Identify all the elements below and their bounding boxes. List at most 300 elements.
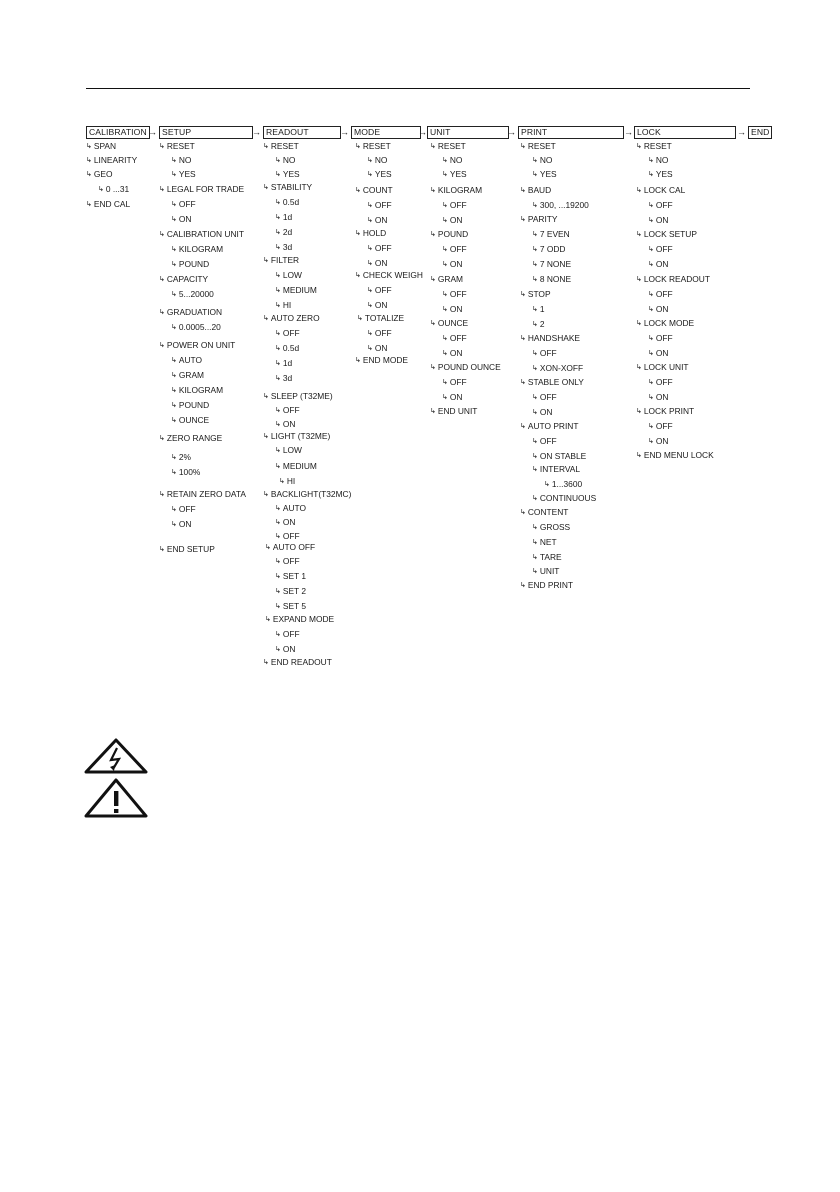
sub-arrow-icon: ↳ (532, 495, 538, 502)
sub-arrow-icon: ↳ (171, 157, 177, 164)
arrow-icon: → (340, 127, 349, 137)
menu-item: ↳ 8 NONE (532, 274, 572, 284)
sub-arrow-icon: ↳ (265, 544, 271, 551)
menu-item: ↳ TOTALIZE (357, 313, 405, 323)
menu-item: ↳ COUNT (355, 185, 393, 195)
menu-item: ↳ OFF (275, 531, 300, 541)
sub-arrow-icon: ↳ (648, 306, 654, 313)
sub-arrow-icon: ↳ (159, 186, 165, 193)
sub-arrow-icon: ↳ (532, 231, 538, 238)
sub-arrow-icon: ↳ (275, 214, 281, 221)
menu-item: ↳ POUND OUNCE (430, 362, 501, 372)
menu-item: ↳ POWER ON UNIT (159, 340, 236, 350)
sub-arrow-icon: ↳ (648, 217, 654, 224)
menu-item: ↳ LIGHT (T32ME) (263, 431, 331, 441)
arrow-icon: → (148, 127, 157, 137)
sub-arrow-icon: ↳ (171, 291, 177, 298)
menu-item: ↳ STABILITY (263, 182, 313, 192)
sub-arrow-icon: ↳ (442, 246, 448, 253)
sub-arrow-icon: ↳ (367, 260, 373, 267)
sub-arrow-icon: ↳ (442, 291, 448, 298)
menu-item: ↳ 7 ODD (532, 244, 566, 254)
sub-arrow-icon: ↳ (355, 272, 361, 279)
sub-arrow-icon: ↳ (275, 244, 281, 251)
menu-item: ↳ YES (648, 169, 673, 179)
menu-item: ↳ ON (442, 392, 463, 402)
menu-item: ↳ OFF (648, 421, 673, 431)
menu-item: ↳ EXPAND MODE (265, 614, 335, 624)
sub-arrow-icon: ↳ (275, 463, 281, 470)
menu-item: ↳ SLEEP (T32ME) (263, 391, 333, 401)
menu-item: ↳ KILOGRAM (171, 385, 224, 395)
menu-item: ↳ RESET (430, 141, 466, 151)
sub-arrow-icon: ↳ (355, 143, 361, 150)
menu-item: ↳ ON (275, 517, 296, 527)
menu-item: ↳ ON (532, 407, 553, 417)
sub-arrow-icon: ↳ (636, 187, 642, 194)
menu-item: ↳ CONTINUOUS (532, 493, 597, 503)
sub-arrow-icon: ↳ (648, 394, 654, 401)
menu-item: ↳ GROSS (532, 522, 571, 532)
menu-item: ↳ ON (648, 215, 669, 225)
menu-item: ↳ STOP (520, 289, 551, 299)
sub-arrow-icon: ↳ (275, 631, 281, 638)
menu-item: ↳ ON (367, 300, 388, 310)
sub-arrow-icon: ↳ (532, 524, 538, 531)
sub-arrow-icon: ↳ (532, 321, 538, 328)
header-end: END (748, 126, 772, 139)
menu-item: ↳ OFF (442, 333, 467, 343)
menu-item: ↳ SET 1 (275, 571, 306, 581)
menu-item: ↳ GRAM (430, 274, 463, 284)
sub-arrow-icon: ↳ (171, 324, 177, 331)
sub-arrow-icon: ↳ (263, 257, 269, 264)
menu-item: ↳ 0.5d (275, 343, 300, 353)
sub-arrow-icon: ↳ (636, 276, 642, 283)
sub-arrow-icon: ↳ (367, 202, 373, 209)
menu-item: ↳ HOLD (355, 228, 387, 238)
sub-arrow-icon: ↳ (367, 302, 373, 309)
sub-arrow-icon: ↳ (430, 187, 436, 194)
sub-arrow-icon: ↳ (171, 387, 177, 394)
menu-item: ↳ AUTO (171, 355, 202, 365)
sub-arrow-icon: ↳ (520, 216, 526, 223)
menu-item: ↳ HI (275, 300, 292, 310)
menu-item: ↳ STABLE ONLY (520, 377, 584, 387)
sub-arrow-icon: ↳ (636, 408, 642, 415)
menu-item: ↳ OFF (532, 436, 557, 446)
menu-item: ↳ ON (367, 215, 388, 225)
menu-item: ↳ ON (648, 436, 669, 446)
menu-item: ↳ ON (367, 343, 388, 353)
sub-arrow-icon: ↳ (159, 309, 165, 316)
sub-arrow-icon: ↳ (171, 357, 177, 364)
sub-arrow-icon: ↳ (367, 245, 373, 252)
sub-arrow-icon: ↳ (98, 186, 104, 193)
menu-item: ↳ OFF (648, 244, 673, 254)
sub-arrow-icon: ↳ (171, 201, 177, 208)
sub-arrow-icon: ↳ (159, 435, 165, 442)
menu-item: ↳ BAUD (520, 185, 552, 195)
sub-arrow-icon: ↳ (159, 491, 165, 498)
menu-item: ↳ OFF (532, 392, 557, 402)
sub-arrow-icon: ↳ (275, 229, 281, 236)
sub-arrow-icon: ↳ (275, 421, 281, 428)
sub-arrow-icon: ↳ (532, 202, 538, 209)
sub-arrow-icon: ↳ (275, 272, 281, 279)
menu-item: ↳ 0 ...31 (98, 184, 130, 194)
sub-arrow-icon: ↳ (636, 231, 642, 238)
menu-item: ↳ ON (648, 348, 669, 358)
header-readout: READOUT (263, 126, 341, 139)
menu-item: ↳ OUNCE (171, 415, 210, 425)
menu-item: ↳ 7 NONE (532, 259, 572, 269)
menu-item: ↳ KILOGRAM (171, 244, 224, 254)
menu-item: ↳ ON (442, 259, 463, 269)
sub-arrow-icon: ↳ (648, 335, 654, 342)
menu-item: ↳ LEGAL FOR TRADE (159, 184, 245, 194)
menu-item: ↳ HANDSHAKE (520, 333, 580, 343)
menu-item: ↳ RETAIN ZERO DATA (159, 489, 246, 499)
menu-item: ↳ OFF (648, 377, 673, 387)
electrical-hazard-icon (84, 738, 148, 774)
menu-item: ↳ OFF (442, 289, 467, 299)
sub-arrow-icon: ↳ (532, 157, 538, 164)
menu-item: ↳ ON (367, 258, 388, 268)
sub-arrow-icon: ↳ (275, 407, 281, 414)
menu-item: ↳ 2 (532, 319, 545, 329)
sub-arrow-icon: ↳ (636, 143, 642, 150)
menu-item: ↳ INTERVAL (532, 464, 581, 474)
menu-item: ↳ ON (275, 419, 296, 429)
menu-item: ↳ POUND (171, 259, 210, 269)
sub-arrow-icon: ↳ (159, 143, 165, 150)
sub-arrow-icon: ↳ (159, 342, 165, 349)
menu-item: ↳ ON (171, 214, 192, 224)
menu-item: ↳ AUTO ZERO (263, 313, 320, 323)
menu-item: ↳ 2% (171, 452, 191, 462)
menu-item: ↳ AUTO (275, 503, 306, 513)
menu-item: ↳ OFF (275, 629, 300, 639)
menu-item: ↳ OFF (648, 333, 673, 343)
sub-arrow-icon: ↳ (171, 402, 177, 409)
arrow-icon: → (737, 127, 746, 137)
sub-arrow-icon: ↳ (430, 320, 436, 327)
menu-item: ↳ SET 2 (275, 586, 306, 596)
menu-item: ↳ 5...20000 (171, 289, 214, 299)
menu-item: ↳ MEDIUM (275, 285, 317, 295)
menu-item: ↳ END SETUP (159, 544, 215, 554)
sub-arrow-icon: ↳ (275, 360, 281, 367)
sub-arrow-icon: ↳ (442, 379, 448, 386)
menu-item: ↳ OFF (532, 348, 557, 358)
header-calibration: CALIBRATION (86, 126, 150, 139)
sub-arrow-icon: ↳ (355, 187, 361, 194)
menu-item: ↳ 1d (275, 358, 293, 368)
menu-item: ↳ 3d (275, 242, 293, 252)
sub-arrow-icon: ↳ (442, 394, 448, 401)
sub-arrow-icon: ↳ (532, 568, 538, 575)
menu-item: ↳ NO (442, 155, 463, 165)
menu-item: ↳ ON (275, 644, 296, 654)
sub-arrow-icon: ↳ (263, 315, 269, 322)
sub-arrow-icon: ↳ (159, 546, 165, 553)
sub-arrow-icon: ↳ (648, 171, 654, 178)
sub-arrow-icon: ↳ (265, 616, 271, 623)
menu-item: ↳ 0.5d (275, 197, 300, 207)
sub-arrow-icon: ↳ (171, 521, 177, 528)
menu-item: ↳ OFF (442, 377, 467, 387)
menu-item: ↳ XON-XOFF (532, 363, 584, 373)
menu-item: ↳ RESET (520, 141, 556, 151)
sub-arrow-icon: ↳ (275, 588, 281, 595)
sub-arrow-icon: ↳ (442, 157, 448, 164)
menu-item: ↳ OFF (648, 200, 673, 210)
menu-item: ↳ RESET (263, 141, 299, 151)
sub-arrow-icon: ↳ (275, 375, 281, 382)
sub-arrow-icon: ↳ (263, 393, 269, 400)
sub-arrow-icon: ↳ (263, 491, 269, 498)
sub-arrow-icon: ↳ (263, 143, 269, 150)
sub-arrow-icon: ↳ (279, 478, 285, 485)
menu-item: ↳ ON (442, 215, 463, 225)
sub-arrow-icon: ↳ (532, 306, 538, 313)
menu-item: ↳ ON (442, 348, 463, 358)
menu-item: ↳ YES (532, 169, 557, 179)
menu-item: ↳ YES (275, 169, 300, 179)
sub-arrow-icon: ↳ (171, 469, 177, 476)
sub-arrow-icon: ↳ (86, 143, 92, 150)
sub-arrow-icon: ↳ (442, 261, 448, 268)
menu-item: ↳ ON STABLE (532, 451, 587, 461)
sub-arrow-icon: ↳ (442, 306, 448, 313)
sub-arrow-icon: ↳ (275, 519, 281, 526)
menu-item: ↳ 1d (275, 212, 293, 222)
sub-arrow-icon: ↳ (430, 276, 436, 283)
sub-arrow-icon: ↳ (520, 509, 526, 516)
menu-item: ↳ POUND (171, 400, 210, 410)
menu-item: ↳ 7 EVEN (532, 229, 570, 239)
menu-item: ↳ 2d (275, 227, 293, 237)
menu-item: ↳ LOCK MODE (636, 318, 695, 328)
sub-arrow-icon: ↳ (532, 438, 538, 445)
sub-arrow-icon: ↳ (636, 320, 642, 327)
sub-arrow-icon: ↳ (532, 171, 538, 178)
menu-item: ↳ ON (442, 304, 463, 314)
menu-item: ↳ OFF (367, 243, 392, 253)
sub-arrow-icon: ↳ (367, 330, 373, 337)
menu-item: ↳ LOCK PRINT (636, 406, 695, 416)
menu-item: ↳ 1 (532, 304, 545, 314)
sub-arrow-icon: ↳ (648, 291, 654, 298)
menu-item: ↳ GRADUATION (159, 307, 223, 317)
menu-item: ↳ 300, ...19200 (532, 200, 589, 210)
sub-arrow-icon: ↳ (367, 345, 373, 352)
sub-arrow-icon: ↳ (520, 423, 526, 430)
sub-arrow-icon: ↳ (171, 261, 177, 268)
sub-arrow-icon: ↳ (430, 143, 436, 150)
menu-item: ↳ CONTENT (520, 507, 569, 517)
menu-item: ↳ RESET (159, 141, 195, 151)
menu-item: ↳ AUTO PRINT (520, 421, 579, 431)
sub-arrow-icon: ↳ (355, 230, 361, 237)
sub-arrow-icon: ↳ (636, 364, 642, 371)
sub-arrow-icon: ↳ (275, 603, 281, 610)
menu-item: ↳ SPAN (86, 141, 117, 151)
menu-item: ↳ OFF (171, 199, 196, 209)
sub-arrow-icon: ↳ (430, 364, 436, 371)
sub-arrow-icon: ↳ (263, 184, 269, 191)
sub-arrow-icon: ↳ (263, 659, 269, 666)
sub-arrow-icon: ↳ (275, 345, 281, 352)
menu-item: ↳ LOW (275, 270, 302, 280)
menu-item: ↳ 100% (171, 467, 201, 477)
sub-arrow-icon: ↳ (275, 157, 281, 164)
menu-item: ↳ OFF (275, 405, 300, 415)
sub-arrow-icon: ↳ (532, 261, 538, 268)
menu-item: ↳ YES (367, 169, 392, 179)
menu-item: ↳ LOW (275, 445, 302, 455)
sub-arrow-icon: ↳ (520, 582, 526, 589)
menu-item: ↳ 3d (275, 373, 293, 383)
menu-item: ↳ OFF (648, 289, 673, 299)
sub-arrow-icon: ↳ (442, 335, 448, 342)
sub-arrow-icon: ↳ (648, 202, 654, 209)
sub-arrow-icon: ↳ (171, 372, 177, 379)
menu-item: ↳ NET (532, 537, 557, 547)
menu-item: ↳ GEO (86, 169, 113, 179)
sub-arrow-icon: ↳ (86, 157, 92, 164)
sub-arrow-icon: ↳ (532, 453, 538, 460)
menu-item: ↳ LINEARITY (86, 155, 138, 165)
menu-item: ↳ OFF (275, 328, 300, 338)
sub-arrow-icon: ↳ (171, 454, 177, 461)
sub-arrow-icon: ↳ (648, 350, 654, 357)
arrow-icon: → (252, 127, 261, 137)
sub-arrow-icon: ↳ (520, 335, 526, 342)
sub-arrow-icon: ↳ (532, 554, 538, 561)
sub-arrow-icon: ↳ (367, 157, 373, 164)
menu-item: ↳ END UNIT (430, 406, 478, 416)
sub-arrow-icon: ↳ (544, 481, 550, 488)
menu-item: ↳ TARE (532, 552, 562, 562)
menu-item: ↳ ZERO RANGE (159, 433, 223, 443)
menu-item: ↳ HI (279, 476, 296, 486)
sub-arrow-icon: ↳ (275, 302, 281, 309)
header-print: PRINT (518, 126, 624, 139)
menu-item: ↳ 0.0005...20 (171, 322, 221, 332)
sub-arrow-icon: ↳ (520, 143, 526, 150)
menu-item: ↳ OFF (171, 504, 196, 514)
menu-item: ↳ RESET (355, 141, 391, 151)
menu-item: ↳ OUNCE (430, 318, 469, 328)
sub-arrow-icon: ↳ (367, 217, 373, 224)
sub-arrow-icon: ↳ (357, 315, 363, 322)
sub-arrow-icon: ↳ (430, 408, 436, 415)
menu-item: ↳ ON (648, 304, 669, 314)
menu-item: ↳ SET 5 (275, 601, 306, 611)
menu-item: ↳ CAPACITY (159, 274, 209, 284)
menu-item: ↳ CALIBRATION UNIT (159, 229, 244, 239)
menu-item: ↳ MEDIUM (275, 461, 317, 471)
sub-arrow-icon: ↳ (367, 287, 373, 294)
sub-arrow-icon: ↳ (532, 409, 538, 416)
sub-arrow-icon: ↳ (275, 447, 281, 454)
menu-item: ↳ OFF (442, 244, 467, 254)
menu-item: ↳ OFF (367, 285, 392, 295)
menu-item: ↳ ON (648, 259, 669, 269)
sub-arrow-icon: ↳ (275, 287, 281, 294)
menu-item: ↳ LOCK SETUP (636, 229, 697, 239)
menu-item: ↳ END MODE (355, 355, 409, 365)
sub-arrow-icon: ↳ (520, 379, 526, 386)
sub-arrow-icon: ↳ (520, 187, 526, 194)
sub-arrow-icon: ↳ (86, 171, 92, 178)
menu-item: ↳ YES (442, 169, 467, 179)
menu-item: ↳ END READOUT (263, 657, 332, 667)
header-lock: LOCK (634, 126, 736, 139)
sub-arrow-icon: ↳ (520, 291, 526, 298)
sub-arrow-icon: ↳ (430, 231, 436, 238)
menu-item: ↳ END MENU LOCK (636, 450, 714, 460)
menu-item: ↳ BACKLIGHT(T32MC) (263, 489, 352, 499)
sub-arrow-icon: ↳ (171, 417, 177, 424)
sub-arrow-icon: ↳ (442, 217, 448, 224)
sub-arrow-icon: ↳ (159, 231, 165, 238)
menu-item: ↳ LOCK READOUT (636, 274, 710, 284)
sub-arrow-icon: ↳ (275, 646, 281, 653)
top-rule (86, 88, 750, 89)
menu-item: ↳ ON (648, 392, 669, 402)
menu-item: ↳ KILOGRAM (430, 185, 483, 195)
sub-arrow-icon: ↳ (275, 533, 281, 540)
menu-item: ↳ POUND (430, 229, 469, 239)
sub-arrow-icon: ↳ (648, 438, 654, 445)
sub-arrow-icon: ↳ (442, 202, 448, 209)
sub-arrow-icon: ↳ (532, 394, 538, 401)
menu-item: ↳ OFF (442, 200, 467, 210)
menu-header-row (0, 126, 840, 140)
sub-arrow-icon: ↳ (171, 216, 177, 223)
menu-item: ↳ FILTER (263, 255, 300, 265)
menu-item: ↳ 1...3600 (544, 479, 583, 489)
header-mode: MODE (351, 126, 421, 139)
menu-item: ↳ NO (275, 155, 296, 165)
sub-arrow-icon: ↳ (275, 171, 281, 178)
menu-item: ↳ NO (532, 155, 553, 165)
menu-item: ↳ LOCK CAL (636, 185, 686, 195)
sub-arrow-icon: ↳ (648, 246, 654, 253)
sub-arrow-icon: ↳ (648, 379, 654, 386)
sub-arrow-icon: ↳ (442, 350, 448, 357)
sub-arrow-icon: ↳ (275, 573, 281, 580)
menu-item: ↳ AUTO OFF (265, 542, 316, 552)
sub-arrow-icon: ↳ (648, 423, 654, 430)
sub-arrow-icon: ↳ (275, 330, 281, 337)
menu-item: ↳ YES (171, 169, 196, 179)
sub-arrow-icon: ↳ (532, 276, 538, 283)
sub-arrow-icon: ↳ (171, 506, 177, 513)
menu-item: ↳ OFF (367, 200, 392, 210)
menu-item: ↳ GRAM (171, 370, 204, 380)
menu-item: ↳ LOCK UNIT (636, 362, 689, 372)
sub-arrow-icon: ↳ (367, 171, 373, 178)
menu-item: ↳ OFF (275, 556, 300, 566)
sub-arrow-icon: ↳ (532, 466, 538, 473)
sub-arrow-icon: ↳ (532, 246, 538, 253)
menu-item: ↳ NO (171, 155, 192, 165)
menu-item: ↳ UNIT (532, 566, 560, 576)
